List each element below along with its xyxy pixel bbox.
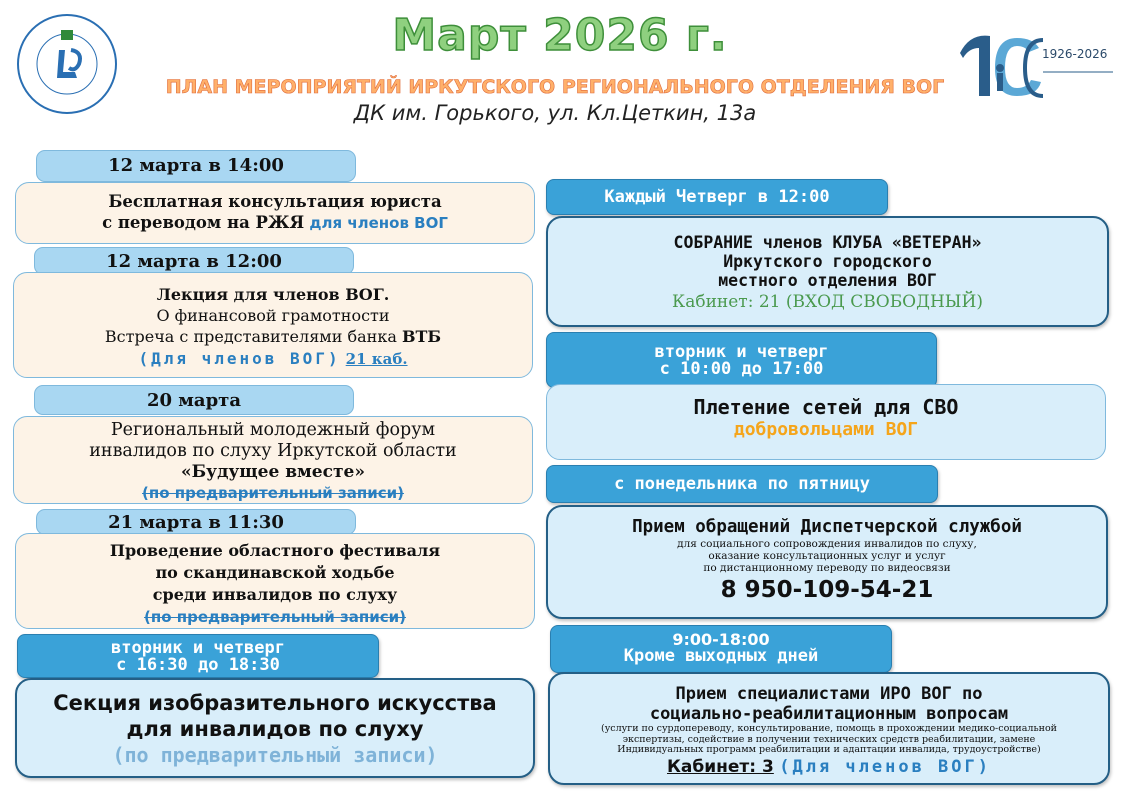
days-label: вторник и четверг [654, 342, 829, 362]
schedule-header-r1: Каждый Четверг в 12:00 [546, 179, 888, 215]
event-line: для инвалидов по слуху [126, 717, 424, 741]
event-small: оказание консультационных услуг и услуг [708, 550, 946, 562]
room-link[interactable]: 21 каб. [345, 350, 408, 368]
event-box-e3 [13, 416, 533, 504]
event-line: Бесплатная консультация юриста [108, 192, 442, 211]
event-line: Иркутского городского [723, 252, 932, 271]
event-note: для членов ВОГ [309, 214, 448, 232]
event-note: (по предварительный записи) [112, 743, 438, 767]
event-date-e2: 12 марта в 12:00 [34, 247, 354, 275]
event-line: среди инвалидов по слуху [152, 585, 398, 604]
bank-name: ВТБ [401, 327, 442, 346]
event-line: О финансовой грамотности [156, 306, 390, 325]
event-line: Лекция для членов ВОГ. [156, 285, 390, 304]
schedule-header-r2 [546, 332, 937, 388]
event-line: Секция изобразительного искусства [53, 691, 497, 715]
event-line: Проведение областного фестиваля [109, 541, 441, 560]
time-label: с 10:00 до 17:00 [659, 359, 824, 379]
page-subtitle: ПЛАН МЕРОПРИЯТИЙ ИРКУТСКОГО РЕГИОНАЛЬНОГО ОТДЕЛЕНИЯ ВОГ [165, 76, 945, 98]
phone-number[interactable]: 8 950-109-54-21 [720, 577, 934, 603]
event-line: с переводом на РЖЯ [102, 213, 305, 232]
event-days-e5 [17, 634, 379, 678]
event-small: для социального сопровождения инвалидов по слуху, [677, 538, 977, 550]
event-note: (по предварительный записи) [144, 608, 406, 626]
event-line: местного отделения ВОГ [718, 271, 937, 290]
room-info: Кабинет: 21 (ВХОД СВОБОДНЫЙ) [672, 292, 983, 312]
event-small: экспертизы, содействие в получении технических средств реабилитации, замене [622, 733, 1036, 745]
time-label: с 16:30 до 18:30 [116, 655, 280, 675]
event-line: Плетение сетей для СВО [693, 395, 959, 419]
anniversary-years: 1926-2026 [1042, 47, 1108, 61]
days-label: вторник и четверг [111, 638, 285, 658]
event-line: Встреча с представителями банка [104, 327, 397, 346]
event-date-e4: 21 марта в 11:30 [36, 509, 356, 535]
event-box-e5 [15, 678, 535, 778]
schedule-header-r4 [550, 625, 892, 673]
event-small: (услуги по сурдопереводу, консультирование, помощь в прохождении медико-социальной [600, 723, 1058, 734]
event-line: Прием обращений Диспетчерской службой [632, 517, 1022, 537]
event-line: СОБРАНИЕ членов КЛУБА «ВЕТЕРАН» [673, 233, 982, 252]
event-line: по скандинавской ходьбе [155, 563, 395, 582]
event-line: инвалидов по слуху Иркутской области [89, 441, 457, 461]
event-line: Прием специалистами ИРО ВОГ по [675, 684, 983, 704]
event-note: (Для членов ВОГ) [779, 756, 991, 777]
schedule-header-r3: с понедельника по пятницу [546, 465, 938, 503]
event-small: Индивидуальных программ реабилитации и адаптации инвалида, трудоустройстве) [617, 744, 1041, 755]
event-line: Региональный молодежный форум [110, 420, 436, 440]
event-box-r1 [546, 216, 1109, 327]
event-line: «Будущее вместе» [181, 462, 365, 482]
event-note: (по предварительный записи) [142, 484, 404, 502]
page-title: Март 2026 г. [392, 10, 728, 61]
event-box-r2 [546, 384, 1106, 460]
event-small: по дистанционному переводу по видеосвязи [703, 562, 951, 574]
event-date-e3: 20 марта [34, 385, 354, 415]
event-box-r4 [548, 672, 1110, 785]
event-box-e4 [15, 533, 535, 629]
event-date-e1: 12 марта в 14:00 [36, 150, 356, 182]
event-line: добровольцами ВОГ [733, 419, 919, 440]
event-line: социально-реабилитационным вопросам [649, 704, 1009, 724]
event-box-r3 [546, 505, 1108, 619]
event-box-e2 [13, 272, 533, 378]
hours-label: 9:00-18:00 [672, 630, 770, 649]
address: ДК им. Горького, ул. Кл.Цеткин, 13а [353, 101, 757, 125]
days-label: Кроме выходных дней [623, 646, 819, 666]
event-note: (Для членов ВОГ) [138, 349, 341, 368]
room-info: Кабинет: 3 [667, 756, 774, 777]
event-box-e1 [15, 182, 535, 244]
